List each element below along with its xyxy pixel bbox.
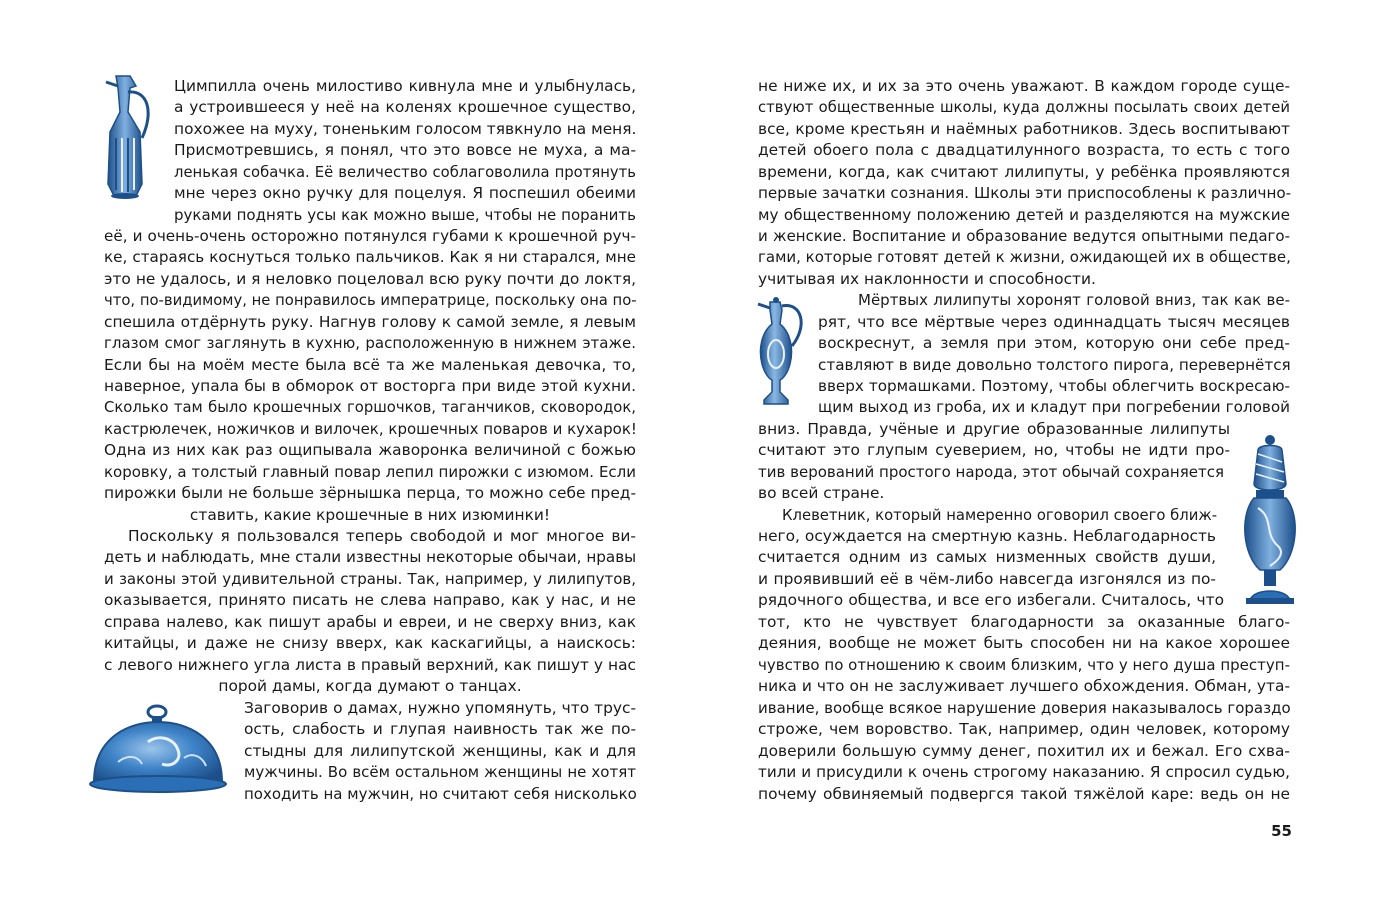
text-line: рят, что все мёртвые через одиннадцать тысяч месяцев — [818, 313, 1290, 331]
text-line: походить на мужчин, но считают себя нисколько — [244, 785, 637, 803]
pitcher-vase-illustration — [750, 296, 810, 410]
text-line: ивание, вообще всякое нарушение доверия наказывалось гораздо — [758, 699, 1291, 717]
text-line: ленькая собачка. Её величество соблаговолила протянуть — [174, 164, 636, 181]
text-line: китайцы, и даже не снизу вверх, как каскагийцы, а наискось: — [104, 634, 636, 652]
text-line: её, и очень-очень осторожно потянулся губами к крошечной руч- — [104, 227, 636, 245]
text-line: с левого нижнего угла листа в правый верхний, как пишут у нас — [104, 656, 636, 674]
text-line: ствуют общественные школы, куда должны посылать своих детей — [758, 99, 1290, 116]
text-line: глазом смог заглянуть в кухню, расположенную в нижнем этаже. — [104, 334, 636, 352]
text-line: рядочного общества, и все его избегали. Считалось, что — [758, 591, 1224, 609]
text-line: пирожки были не больше зёрнышка перца, то можно себе пред- — [104, 484, 636, 502]
text-line: учитывая их наклонности и способности. — [758, 270, 1096, 288]
text-line: Клеветник, который намеренно оговорил своего ближ- — [782, 507, 1218, 524]
text-line: ость, слабость и глупая наивность так же по- — [244, 720, 636, 738]
text-line: строже, чем воровство. Так, например, один человек, которому — [758, 720, 1290, 738]
text-line: спешила отдёрнуть руку. Нагнув голову к самой земле, я левым — [104, 313, 636, 331]
text-line: Поскольку я пользовался теперь свободой и мог многое ви- — [128, 527, 636, 545]
text-line: стыдны для лилипутской женщины, как и для — [244, 742, 636, 760]
text-line: воскреснут, а земля при этом, которую они себе пред- — [818, 334, 1290, 352]
text-line: не ниже их, и их за это очень уважают. В каждом городе суще- — [758, 77, 1290, 95]
text-line: Присмотревшись, я понял, что это вовсе не муха, а ма- — [174, 141, 636, 159]
sugar-caster-illustration — [1234, 434, 1306, 610]
text-line: щим выход из гроба, их и кладут при погребении головой — [818, 398, 1290, 416]
text-line: вниз. Правда, учёные и другие образованные лилипуты — [758, 420, 1230, 438]
text-line: это не удалось, и я неловко поцеловал всю руку почти до локтя, — [104, 270, 636, 288]
text-line: Если бы на моём месте была всё та же маленькая девочка, то, — [104, 356, 636, 374]
text-line: считают это глупым суеверием, но, чтобы не идти про- — [758, 441, 1230, 459]
text-line: Цимпилла очень милостиво кивнула мне и улыбнулась, — [174, 77, 636, 95]
text-line: му общественному положению детей и разделяются на мужские — [758, 206, 1290, 224]
text-line: деяния, вообще не может быть способен ни на какое хорошее — [758, 634, 1290, 652]
text-line: ника и что он не заслуживает лучшего обхождения. Обман, ута- — [758, 677, 1290, 695]
text-line: тили и присудили к очень строгому наказанию. Я спросил судью, — [758, 763, 1290, 781]
text-line: ставляют в виде довольно толстого пирога, перевернётся — [818, 356, 1291, 374]
text-line: тот, кто не чувствует благодарности за оказанные благо- — [758, 613, 1290, 631]
text-line: вверх тормашками. Поэтому, чтобы облегчить воскресаю- — [818, 377, 1290, 395]
text-line: Заговорив о дамах, нужно упомянуть, что трус- — [244, 699, 636, 717]
text-line: тив верований простого народа, этот обычай сохраняется — [758, 463, 1224, 481]
text-line: оказывается, принято писать не слева направо, как у нас, и не — [104, 591, 636, 609]
text-line: и женские. Воспитание и образование ведутся опытными педаго- — [758, 227, 1290, 245]
page-number: 55 — [1271, 822, 1292, 840]
text-line: а устроившееся у неё на коленях крошечное существо, — [174, 98, 636, 116]
text-line: коровку, а толстый главный повар лепил пирожки с изюмом. Если — [104, 463, 636, 481]
text-line: и законы этой удивительной страны. Так, например, у лилипутов, — [104, 570, 636, 588]
text-line: похожее на муху, тоненьким голосом тявкнуло на меня. — [174, 120, 637, 138]
text-line: времени, когда, как считают лилипуты, у ребёнка проявляются — [758, 163, 1290, 181]
text-line: и проявивший её в чём-либо навсегда изгонялся из по- — [758, 570, 1216, 588]
text-line: первые зачатки сознания. Школы эти приспособлены к различно- — [758, 184, 1292, 202]
text-line: во всей стране. — [758, 484, 885, 502]
text-line: почему обвиняемый подвергся такой тяжёлой каре: ведь он не — [758, 785, 1290, 803]
text-line: деть и наблюдать, мне стали известны некоторые обычаи, нравы — [104, 548, 637, 566]
text-line: ставить, какие крошечные в них изюминки! — [189, 506, 551, 524]
text-line: гами, которые готовят детей к жизни, ожидающей их в обществе, — [758, 248, 1291, 266]
text-line: доверили большую сумму денег, похитил их и бежал. Его схва- — [758, 742, 1290, 760]
text-line: что, по-видимому, не понравилось императрице, поскольку она по- — [104, 292, 637, 309]
text-line: справа налево, как пишут арабы и евреи, и не сверху вниз, как — [104, 613, 636, 631]
text-line: порой дамы, когда думают о танцах. — [218, 677, 522, 695]
text-line: чувство по отношению к своим близким, что у него душа преступ- — [758, 656, 1290, 674]
text-line: мужчины. Во всём остальном женщины не хотят — [244, 763, 636, 781]
text-line: кастрюлечек, ножичков и вилочек, крошечных поваров и кухарок! — [104, 420, 637, 438]
text-line: Одна из них как раз ощипывала жаворонка величиной с божью — [104, 441, 636, 459]
text-line: считается одним из самых низменных свойств души, — [758, 548, 1216, 566]
text-line: руками поднять усы как можно выше, чтобы не поранить — [174, 206, 636, 224]
text-line: ке, стараясь коснуться только пальчиков. Как я ни старался, мне — [104, 248, 636, 266]
text-line: наверное, упала бы в обморок от восторга при виде этой кухни. — [104, 377, 636, 395]
text-line: Сколько там было крошечных горшочков, таганчиков, сковородок, — [104, 399, 636, 416]
text-line: детей обоего пола с двадцатилунного возраста, то есть с того — [758, 141, 1290, 159]
text-line: мне через окно ручку для поцелуя. Я поспешил обеими — [174, 184, 636, 202]
text-line: Мёртвых лилипуты хоронят головой вниз, так как ве- — [858, 291, 1290, 309]
text-line: него, осуждается на смертную казнь. Неблагодарность — [758, 527, 1216, 545]
text-line: все, кроме крестьян и наёмных работников. Здесь воспитывают — [758, 120, 1290, 138]
